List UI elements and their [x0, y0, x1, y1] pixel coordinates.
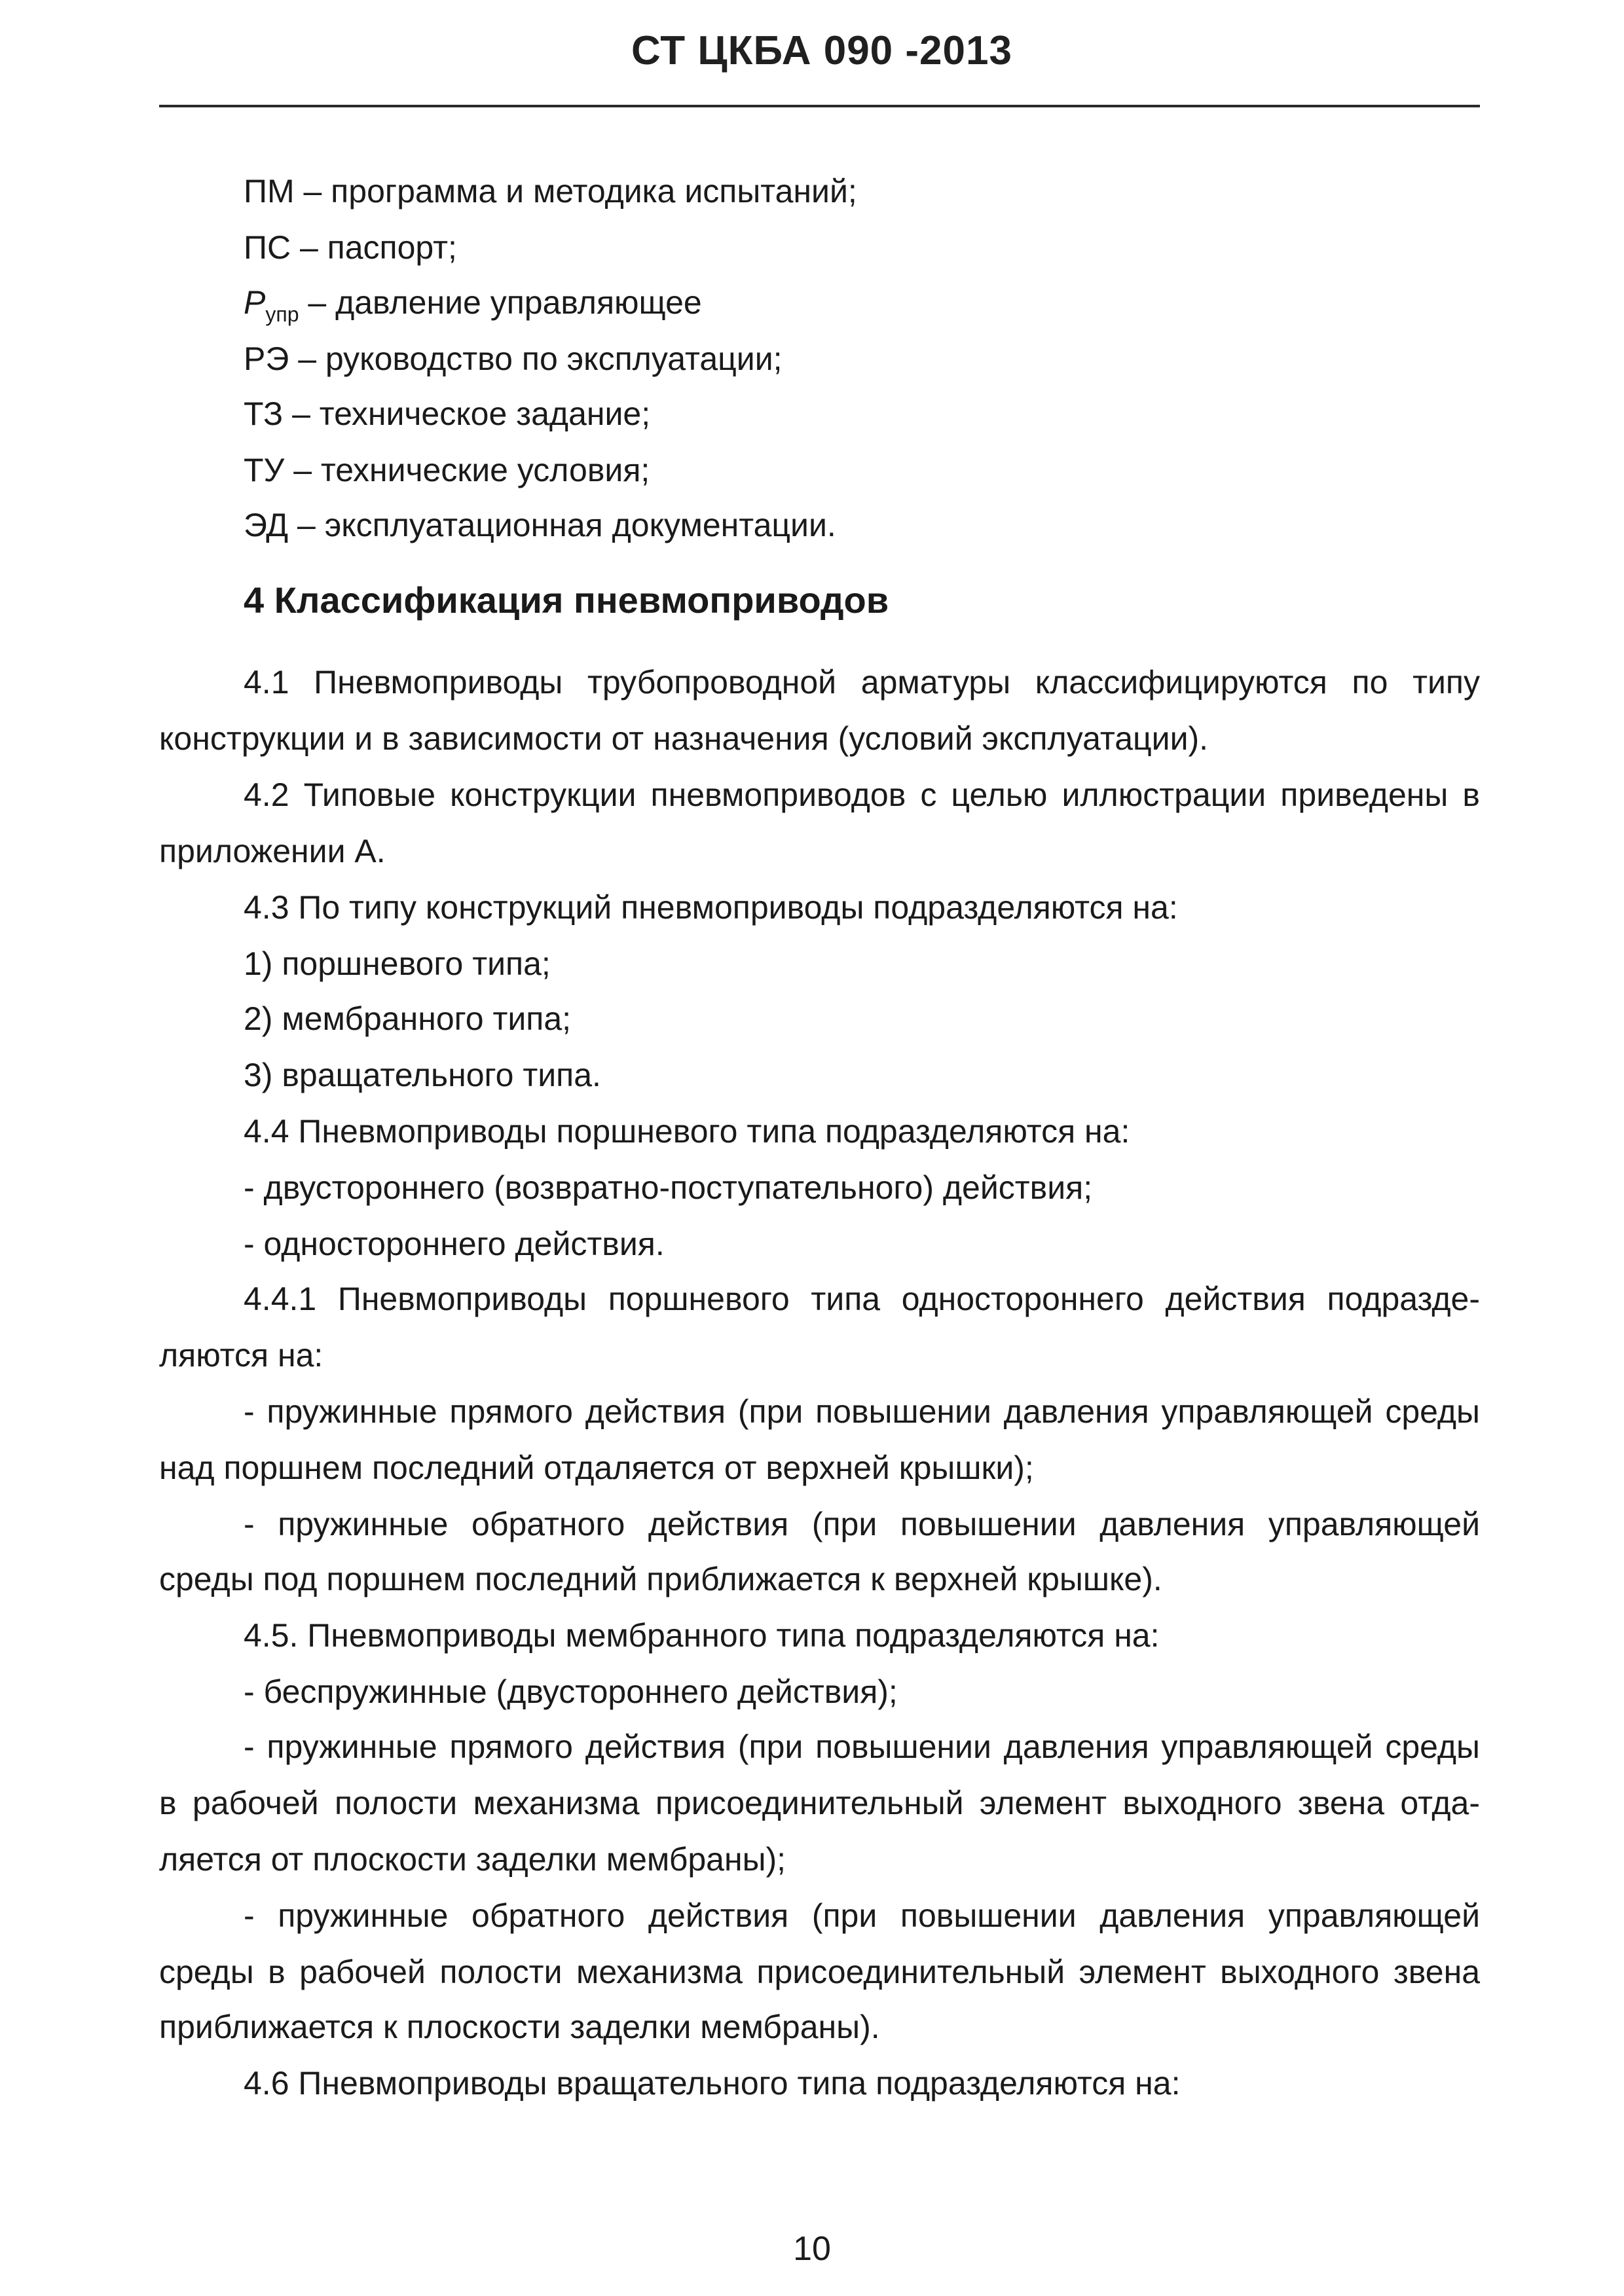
abbreviation-term: P [244, 284, 266, 321]
paragraph-line: среды под поршнем последний приближается к верхней крышке). [159, 1561, 1162, 1597]
paragraph-line: ляются на: [159, 1337, 323, 1374]
header-divider [159, 105, 1480, 107]
abbreviation-term: ТУ [244, 452, 285, 488]
list-item: 3) вращательного типа. [244, 1057, 601, 1093]
abbreviation-item [244, 283, 702, 326]
paragraph-line: 4.6 Пневмоприводы вращательного типа подразделяются на: [244, 2065, 1181, 2102]
list-item: - беспружинные (двустороннего действия); [244, 1673, 898, 1710]
abbreviation-term: ЭД [244, 507, 289, 543]
list-item: - двустороннего (возвратно-поступательного) действия; [244, 1169, 1093, 1206]
abbreviation-item [244, 394, 650, 433]
list-item: 1) поршневого типа; [244, 945, 551, 982]
section-heading: 4 Классификация пневмоприводов [244, 579, 889, 621]
page-number: 10 [793, 2230, 831, 2268]
paragraph-line: приложении А. [159, 833, 386, 869]
abbreviation-definition: – техническое задание; [283, 395, 651, 432]
list-item: - одностороннего действия. [244, 1226, 665, 1262]
paragraph-line: 4.2 Типовые конструкции пневмоприводов с целью иллюстрации приведены в [244, 776, 1480, 813]
abbreviation-definition: – технические условия; [284, 452, 650, 488]
abbreviation-term: ТЗ [244, 395, 284, 432]
abbreviation-term: ПС [244, 229, 291, 266]
abbreviation-definition: – руководство по эксплуатации; [289, 340, 783, 377]
document-header-title: СТ ЦКБА 090 -2013 [631, 28, 1012, 73]
paragraph-line: в рабочей полости механизма присоединительный элемент выходного звена отда- [159, 1785, 1480, 1821]
abbreviation-term: РЭ [244, 340, 289, 377]
list-item: - пружинные прямого действия (при повышении давления управляющей среды [244, 1393, 1480, 1430]
list-item: 2) мембранного типа; [244, 1000, 572, 1037]
paragraph-line: 4.5. Пневмоприводы мембранного типа подразделяются на: [244, 1617, 1160, 1654]
paragraph-line: ляется от плоскости заделки мембраны); [159, 1841, 786, 1878]
paragraph-line: приближается к плоскости заделки мембраны). [159, 2009, 880, 2045]
abbreviation-term-subscript: упр [265, 302, 299, 326]
abbreviation-definition: – программа и методика испытаний; [294, 173, 857, 210]
paragraph-line: 4.1 Пневмоприводы трубопроводной арматуры классифицируются по типу [244, 664, 1480, 701]
abbreviation-item [244, 450, 650, 490]
list-item: - пружинные обратного действия (при повышении давления управляющей [244, 1897, 1480, 1934]
abbreviation-item [244, 172, 857, 211]
abbreviation-definition: – эксплуатационная документации. [288, 507, 836, 543]
paragraph-line: среды в рабочей полости механизма присоединительный элемент выходного звена [159, 1954, 1480, 1990]
paragraph-line: конструкции и в зависимости от назначения (условий эксплуатации). [159, 720, 1209, 757]
abbreviation-definition: – давление управляющее [299, 284, 702, 321]
abbreviation-term: ПМ [244, 173, 295, 210]
list-item: - пружинные обратного действия (при повышении давления управляющей [244, 1506, 1480, 1542]
abbreviation-item [244, 228, 457, 267]
paragraph-line: над поршнем последний отдаляется от верхней крышки); [159, 1449, 1034, 1486]
list-item: - пружинные прямого действия (при повышении давления управляющей среды [244, 1728, 1480, 1765]
paragraph-line: 4.3 По типу конструкций пневмоприводы подразделяются на: [244, 889, 1178, 926]
abbreviation-definition: – паспорт; [291, 229, 457, 266]
abbreviation-item [244, 339, 783, 378]
abbreviation-item [244, 505, 836, 545]
paragraph-line: 4.4.1 Пневмоприводы поршневого типа одностороннего действия подразде- [244, 1281, 1480, 1317]
paragraph-line: 4.4 Пневмоприводы поршневого типа подразделяются на: [244, 1113, 1130, 1150]
